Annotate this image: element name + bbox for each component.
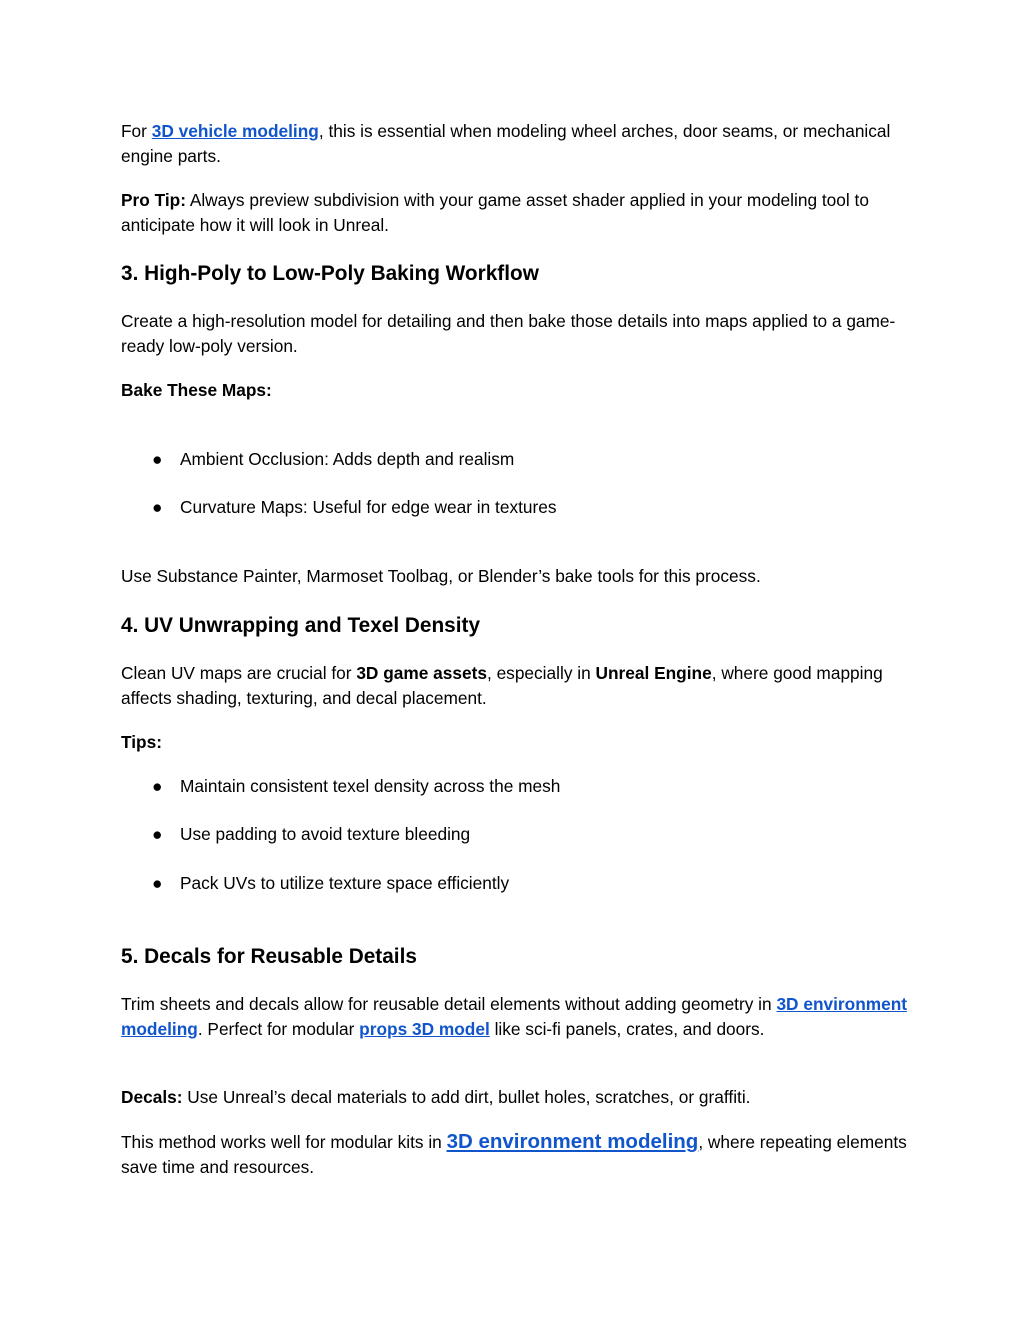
list-item-text: Curvature Maps: Useful for edge wear in textures (180, 497, 557, 517)
list-item (152, 822, 470, 846)
list-item-text: Use padding to avoid texture bleeding (180, 824, 471, 844)
section-3-heading: 3. High-Poly to Low-Poly Baking Workflow (121, 262, 539, 285)
section-3-intro: Create a high-resolution model for detailing and then bake those details into maps applied to a game-ready low-poly version. (121, 311, 896, 356)
decals-label: Decals: (121, 1087, 183, 1107)
bake-maps-label-text: Bake These Maps: (121, 380, 272, 400)
text-span: Always preview subdivision with your game asset shader applied in your modeling tool to anticipate how it will look in Unreal. (121, 190, 869, 235)
list-item (152, 871, 509, 895)
text-span: Trim sheets and decals allow for reusable detail elements without adding geometry in (121, 994, 777, 1014)
pro-tip-paragraph (121, 188, 924, 237)
list-item-text: Maintain consistent texel density across the mesh (180, 776, 561, 796)
tips-label-text: Tips: (121, 732, 162, 752)
list-item-text: Pack UVs to utilize texture space efficiently (180, 873, 510, 893)
text-span: , this is essential when modeling wheel arches, door seams, or mechanical engine parts. (121, 121, 891, 166)
section-4-intro (121, 661, 924, 710)
list-item (152, 495, 557, 519)
text-span: For (121, 121, 152, 141)
decals-paragraph (121, 1085, 924, 1110)
bullet-icon: ● (152, 449, 163, 469)
list-item (152, 774, 560, 798)
environment-modeling-link[interactable]: 3D environment modeling (121, 994, 908, 1039)
text-span: This method works well for modular kits in (121, 1132, 447, 1152)
text-span: Use Unreal’s decal materials to add dirt, bullet holes, scratches, or graffiti. (182, 1087, 751, 1107)
bold-term: Unreal Engine (595, 663, 712, 683)
bake-maps-label (121, 378, 924, 403)
bullet-icon: ● (152, 497, 163, 517)
section-4-heading: 4. UV Unwrapping and Texel Density (121, 614, 481, 637)
bullet-icon: ● (152, 873, 163, 893)
section-5-heading: 5. Decals for Reusable Details (121, 945, 417, 968)
tips-label (121, 730, 924, 755)
list-item-text: Ambient Occlusion: Adds depth and realism (180, 449, 515, 469)
section-5-intro (121, 992, 924, 1041)
bullet-icon: ● (152, 824, 163, 844)
environment-modeling-link-2[interactable]: 3D environment modeling (446, 1130, 699, 1153)
text-span: Clean UV maps are crucial for (121, 663, 357, 683)
text-span: , where repeating elements save time and resources. (121, 1132, 907, 1177)
pro-tip-label: Pro Tip: (121, 190, 186, 210)
text-span: , especially in (486, 663, 596, 683)
props-3d-model-link[interactable]: props 3D model (359, 1018, 490, 1039)
text-span: , where good mapping affects shading, texturing, and decal placement. (121, 663, 883, 708)
closing-paragraph (121, 1130, 924, 1179)
text-span: like sci-fi panels, crates, and doors. (489, 1018, 765, 1039)
vehicle-modeling-link[interactable]: 3D vehicle modeling (151, 121, 319, 141)
vehicle-paragraph (121, 119, 924, 168)
bake-tools-paragraph: Use Substance Painter, Marmoset Toolbag, or Blender’s bake tools for this process. (121, 566, 761, 586)
bold-term: 3D game assets (356, 663, 487, 683)
text-span: . Perfect for modular (197, 1018, 360, 1039)
list-item (152, 447, 514, 471)
bullet-icon: ● (152, 776, 163, 796)
